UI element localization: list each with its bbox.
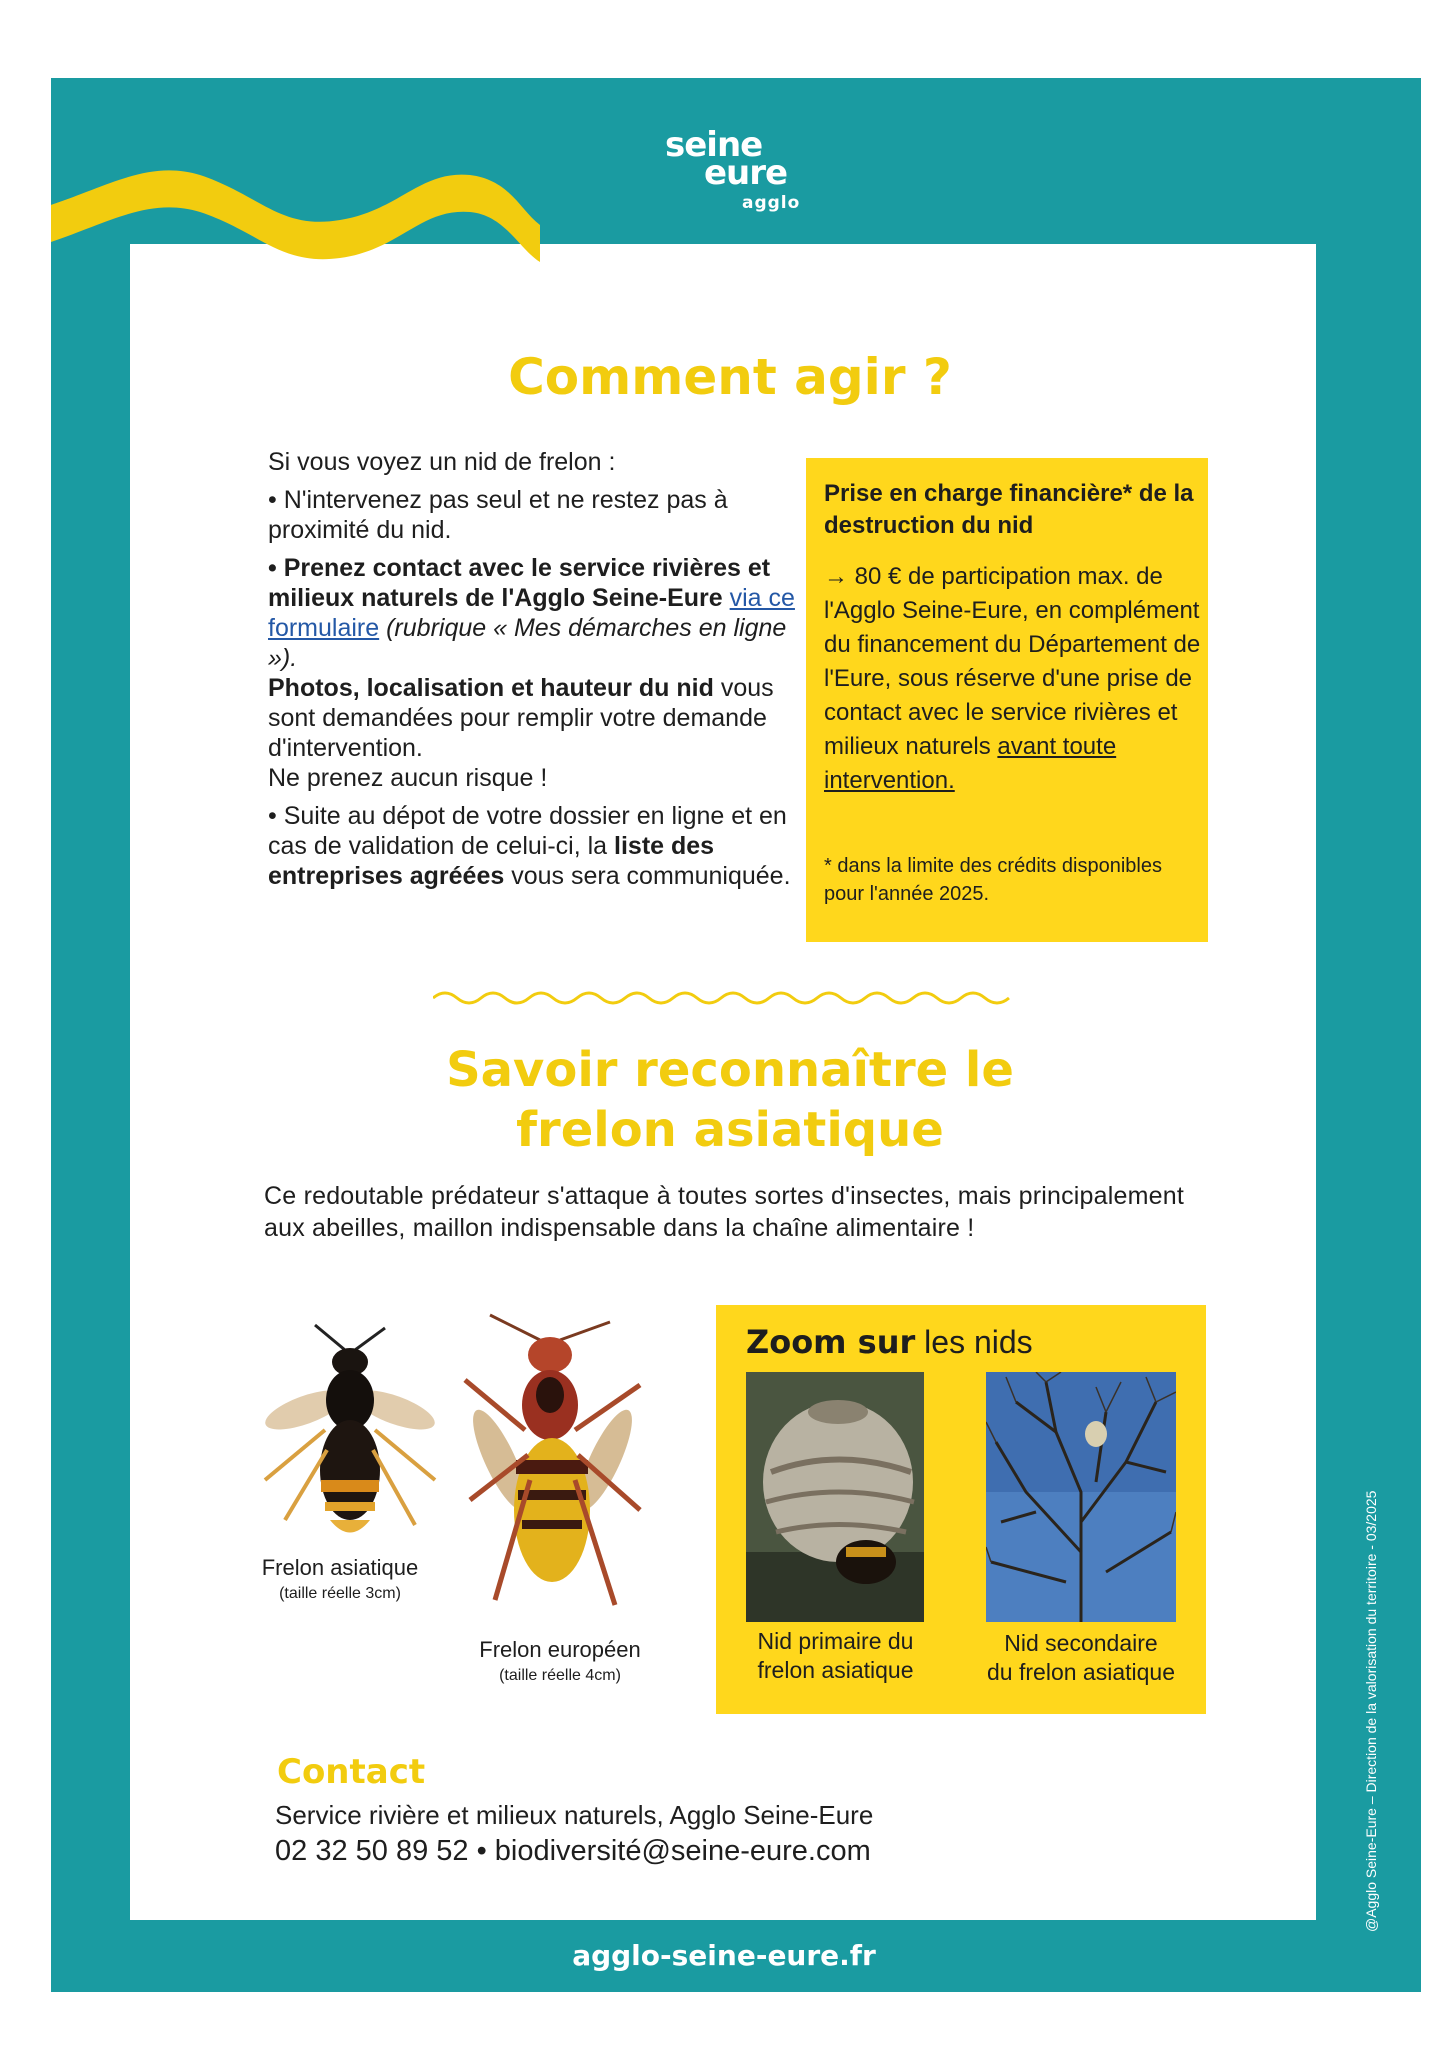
- secondary-nest-caption: [961, 1629, 1201, 1687]
- asian-hornet-size: (taille réelle 3cm): [279, 1585, 401, 1602]
- footer-website[interactable]: agglo-seine-eure.fr: [572, 1939, 876, 1972]
- asian-hornet-label: Frelon asiatique: [261, 1555, 419, 1580]
- wavy-divider: [433, 986, 1023, 1010]
- primary-nest-caption-line-2: frelon asiatique: [757, 1657, 914, 1683]
- secondary-nest-caption-line-2: du frelon asiatique: [987, 1659, 1175, 1685]
- bullet-2-italic: (rubrique « Mes démarches en ligne »).: [268, 614, 787, 672]
- european-hornet-image: [440, 1310, 660, 1630]
- nests-box-title: [746, 1323, 1033, 1361]
- secondary-nest-caption-line-1: Nid secondaire: [1004, 1630, 1158, 1656]
- instructions-column: [268, 447, 798, 899]
- primary-nest-caption-line-1: Nid primaire du: [757, 1628, 914, 1654]
- nests-title-bold: Zoom sur: [746, 1323, 916, 1361]
- european-hornet-label: Frelon européen: [479, 1637, 641, 1662]
- logo-text-agglo: agglo: [742, 193, 801, 213]
- bullet-2-end: Ne prenez aucun risque !: [268, 764, 548, 792]
- bullet-3-start: • Suite au dépot de votre dossier en ligne et en cas de validation de celui-ci, la: [268, 802, 787, 860]
- contact-service: Service rivière et milieux naturels, Agglo Seine-Eure: [275, 1800, 874, 1830]
- bullet-2-bold: • Prenez contact avec le service rivières et milieux naturels de l'Agglo Seine-Eure: [268, 554, 771, 612]
- bullet-2-rest: vous sont demandées pour remplir votre demande d'intervention.: [268, 674, 774, 762]
- asian-hornet-caption: [240, 1555, 440, 1603]
- bullet-3-bold: liste des entreprises agréées: [268, 832, 715, 890]
- secondary-nest-photo: [986, 1372, 1176, 1622]
- financial-support-note: * dans la limite des crédits disponibles pour l'année 2025.: [824, 855, 1162, 905]
- contact-details: [275, 1797, 873, 1869]
- section-title-line-2: frelon asiatique: [516, 1102, 944, 1158]
- credit-vertical-text: @Agglo Seine-Eure – Direction de la valorisation du territoire - 03/2025: [1363, 1490, 1379, 1932]
- european-hornet-size: (taille réelle 4cm): [499, 1667, 621, 1684]
- logo-text-seine: seine: [665, 125, 763, 165]
- instructions-intro: Si vous voyez un nid de frelon :: [268, 448, 616, 476]
- financial-support-text: → 80 € de participation max. de l'Agglo Seine-Eure, en complément du financement du Département de l'Eure, sous réserve d'une prise de contact avec le service rivières et milieux naturels: [824, 563, 1201, 760]
- bullet-2-bold-2: Photos, localisation et hauteur du nid: [268, 674, 714, 702]
- nests-title-rest: les nids: [924, 1324, 1033, 1360]
- european-hornet-caption: [455, 1637, 665, 1685]
- contact-phone-email[interactable]: 02 32 50 89 52 • biodiversité@seine-eure.com: [275, 1835, 871, 1867]
- contact-title: Contact: [277, 1752, 426, 1792]
- financial-support-body: [824, 560, 1204, 798]
- instructions-bullet-2: [268, 553, 798, 793]
- seine-eure-logo: [660, 125, 830, 220]
- financial-support-box: [806, 458, 1208, 942]
- financial-support-title: Prise en charge financière* de la destruction du nid: [824, 480, 1194, 539]
- form-link[interactable]: via ce formulaire: [268, 584, 795, 642]
- section-title-savoir-reconnaitre: [330, 1040, 1130, 1160]
- nests-zoom-box: [716, 1305, 1206, 1714]
- primary-nest-photo: [746, 1372, 924, 1622]
- financial-support-underlined: avant toute intervention.: [824, 733, 1117, 794]
- instructions-bullet-3: [268, 801, 798, 891]
- predator-intro-text: Ce redoutable prédateur s'attaque à toutes sortes d'insectes, mais principalement aux abeilles, maillon indispensable dans la chaîne alimentaire !: [264, 1182, 1184, 1242]
- primary-nest-caption: [728, 1627, 943, 1685]
- logo-text-eure: eure: [704, 153, 788, 193]
- section-title-line-1: Savoir reconnaître le: [446, 1042, 1014, 1098]
- bullet-3-end: vous sera communiquée.: [511, 862, 791, 890]
- section-title-comment-agir: Comment agir ?: [508, 348, 952, 406]
- instructions-bullet-1: • N'intervenez pas seul et ne restez pas à proximité du nid.: [268, 486, 728, 544]
- asian-hornet-image: [245, 1320, 445, 1560]
